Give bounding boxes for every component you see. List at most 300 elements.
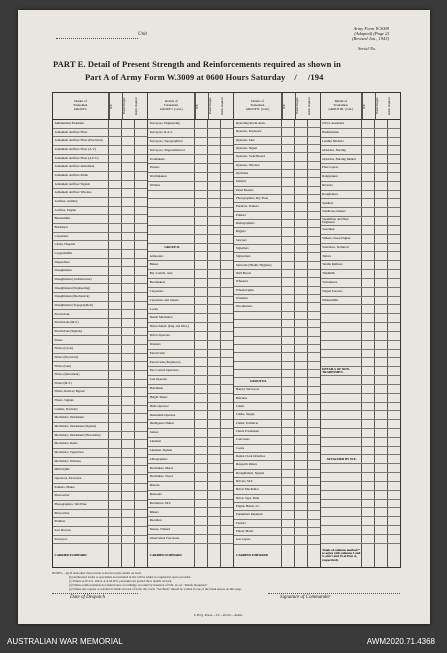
entry-cell[interactable]: [208, 526, 221, 534]
entry-cell[interactable]: [295, 128, 308, 135]
entry-cell[interactable]: [375, 420, 388, 428]
entry-cell[interactable]: [109, 354, 122, 362]
entry-cell[interactable]: [195, 217, 208, 225]
entry-cell[interactable]: [122, 284, 135, 292]
entry-cell[interactable]: [388, 270, 400, 278]
entry-cell[interactable]: [195, 535, 208, 543]
entry-cell[interactable]: [295, 470, 308, 477]
entry-cell[interactable]: [195, 252, 208, 260]
entry-cell[interactable]: [308, 378, 320, 385]
entry-cell[interactable]: [208, 314, 221, 322]
entry-cell[interactable]: [221, 535, 233, 543]
entry-cell[interactable]: [388, 526, 400, 534]
entry-cell[interactable]: [388, 191, 400, 199]
entry-cell[interactable]: [282, 486, 295, 493]
entry-cell[interactable]: [135, 414, 147, 422]
entry-cell[interactable]: [295, 353, 308, 360]
entry-cell[interactable]: [208, 120, 221, 128]
entry-cell[interactable]: [388, 482, 400, 490]
entry-cell[interactable]: [208, 182, 221, 190]
entry-cell[interactable]: [295, 220, 308, 227]
entry-cell[interactable]: [208, 146, 221, 154]
entry-cell[interactable]: [295, 145, 308, 152]
entry-cell[interactable]: [282, 378, 295, 385]
entry-cell[interactable]: [208, 403, 221, 411]
entry-cell[interactable]: [362, 394, 375, 402]
entry-cell[interactable]: [282, 220, 295, 227]
entry-cell[interactable]: [208, 191, 221, 199]
entry-cell[interactable]: [388, 367, 400, 375]
entry-cell[interactable]: [221, 279, 233, 287]
entry-cell[interactable]: [221, 261, 233, 269]
entry-cell[interactable]: [295, 395, 308, 402]
entry-cell[interactable]: [282, 203, 295, 210]
entry-cell[interactable]: [195, 332, 208, 340]
entry-cell[interactable]: [122, 449, 135, 457]
entry-cell[interactable]: [362, 517, 375, 525]
entry-cell[interactable]: [282, 312, 295, 319]
entry-cell[interactable]: [388, 438, 400, 446]
entry-cell[interactable]: [308, 428, 320, 435]
entry-cell[interactable]: [221, 191, 233, 199]
entry-cell[interactable]: [282, 445, 295, 452]
entry-cell[interactable]: [195, 191, 208, 199]
entry-cell[interactable]: [195, 526, 208, 534]
entry-cell[interactable]: [308, 295, 320, 302]
entry-cell[interactable]: [282, 370, 295, 377]
entry-cell[interactable]: [221, 226, 233, 234]
entry-cell[interactable]: [208, 279, 221, 287]
entry-cell[interactable]: [221, 464, 233, 472]
entry-cell[interactable]: [135, 484, 147, 492]
entry-cell[interactable]: [375, 182, 388, 190]
entry-cell[interactable]: [295, 212, 308, 219]
entry-cell[interactable]: [308, 328, 320, 335]
entry-cell[interactable]: [221, 164, 233, 172]
entry-cell[interactable]: [109, 137, 122, 145]
entry-cell[interactable]: [362, 447, 375, 455]
entry-cell[interactable]: [282, 503, 295, 510]
entry-cell[interactable]: [208, 235, 221, 243]
entry-cell[interactable]: [195, 491, 208, 499]
entry-cell[interactable]: [109, 510, 122, 518]
entry-cell[interactable]: [122, 544, 135, 567]
entry-cell[interactable]: [362, 341, 375, 349]
entry-cell[interactable]: [308, 128, 320, 135]
entry-cell[interactable]: [308, 461, 320, 468]
entry-cell[interactable]: [135, 129, 147, 137]
entry-cell[interactable]: [388, 341, 400, 349]
entry-cell[interactable]: [308, 387, 320, 394]
entry-cell[interactable]: [388, 297, 400, 305]
entry-cell[interactable]: [308, 420, 320, 427]
entry-cell[interactable]: [109, 432, 122, 440]
entry-cell[interactable]: [308, 486, 320, 493]
entry-cell[interactable]: [208, 535, 221, 543]
entry-cell[interactable]: [221, 411, 233, 419]
entry-cell[interactable]: [135, 215, 147, 223]
entry-cell[interactable]: [308, 436, 320, 443]
entry-cell[interactable]: [135, 302, 147, 310]
entry-cell[interactable]: [388, 199, 400, 207]
entry-cell[interactable]: [135, 181, 147, 189]
entry-cell[interactable]: [109, 241, 122, 249]
entry-cell[interactable]: [195, 129, 208, 137]
entry-cell[interactable]: [195, 473, 208, 481]
entry-cell[interactable]: [208, 288, 221, 296]
entry-cell[interactable]: [208, 394, 221, 402]
entry-cell[interactable]: [221, 305, 233, 313]
entry-cell[interactable]: [362, 482, 375, 490]
entry-cell[interactable]: [282, 511, 295, 518]
entry-cell[interactable]: [282, 212, 295, 219]
entry-cell[interactable]: [122, 129, 135, 137]
entry-cell[interactable]: [221, 341, 233, 349]
entry-cell[interactable]: [375, 341, 388, 349]
entry-cell[interactable]: [375, 323, 388, 331]
entry-cell[interactable]: [221, 350, 233, 358]
entry-cell[interactable]: [282, 478, 295, 485]
entry-cell[interactable]: [295, 545, 308, 567]
entry-cell[interactable]: [388, 244, 400, 252]
entry-cell[interactable]: [109, 458, 122, 466]
entry-cell[interactable]: [295, 153, 308, 160]
entry-cell[interactable]: [282, 520, 295, 527]
entry-cell[interactable]: [135, 380, 147, 388]
entry-cell[interactable]: [388, 464, 400, 472]
entry-cell[interactable]: [362, 455, 375, 463]
entry-cell[interactable]: [221, 473, 233, 481]
entry-cell[interactable]: [362, 217, 375, 225]
entry-cell[interactable]: [295, 445, 308, 452]
entry-cell[interactable]: [195, 155, 208, 163]
entry-cell[interactable]: [295, 362, 308, 369]
entry-cell[interactable]: [388, 350, 400, 358]
entry-cell[interactable]: [295, 495, 308, 502]
entry-cell[interactable]: [375, 261, 388, 269]
entry-cell[interactable]: [362, 199, 375, 207]
entry-cell[interactable]: [388, 235, 400, 243]
entry-cell[interactable]: [362, 385, 375, 393]
entry-cell[interactable]: [122, 137, 135, 145]
entry-cell[interactable]: [109, 388, 122, 396]
entry-cell[interactable]: [221, 358, 233, 366]
entry-cell[interactable]: [295, 253, 308, 260]
entry-cell[interactable]: [109, 198, 122, 206]
entry-cell[interactable]: [195, 411, 208, 419]
entry-cell[interactable]: [362, 305, 375, 313]
entry-cell[interactable]: [109, 172, 122, 180]
entry-cell[interactable]: [308, 545, 320, 567]
entry-cell[interactable]: [375, 500, 388, 508]
entry-cell[interactable]: [208, 138, 221, 146]
entry-cell[interactable]: [109, 207, 122, 215]
entry-cell[interactable]: [282, 536, 295, 543]
entry-cell[interactable]: [109, 155, 122, 163]
entry-cell[interactable]: [208, 358, 221, 366]
entry-cell[interactable]: [295, 187, 308, 194]
entry-cell[interactable]: [388, 173, 400, 181]
entry-cell[interactable]: [122, 466, 135, 474]
entry-cell[interactable]: [375, 350, 388, 358]
entry-cell[interactable]: [135, 233, 147, 241]
entry-cell[interactable]: [362, 129, 375, 137]
entry-cell[interactable]: [362, 164, 375, 172]
entry-cell[interactable]: [221, 208, 233, 216]
entry-cell[interactable]: [208, 420, 221, 428]
entry-cell[interactable]: [308, 253, 320, 260]
entry-cell[interactable]: [308, 120, 320, 127]
entry-cell[interactable]: [308, 153, 320, 160]
entry-cell[interactable]: [362, 429, 375, 437]
entry-cell[interactable]: [308, 203, 320, 210]
entry-cell[interactable]: [388, 517, 400, 525]
entry-cell[interactable]: [135, 536, 147, 544]
entry-cell[interactable]: [388, 305, 400, 313]
entry-cell[interactable]: [208, 164, 221, 172]
entry-cell[interactable]: [109, 233, 122, 241]
entry-cell[interactable]: [135, 510, 147, 518]
entry-cell[interactable]: [135, 371, 147, 379]
entry-cell[interactable]: [109, 129, 122, 137]
entry-cell[interactable]: [308, 320, 320, 327]
entry-cell[interactable]: [195, 420, 208, 428]
entry-cell[interactable]: [375, 332, 388, 340]
entry-cell[interactable]: [308, 345, 320, 352]
entry-cell[interactable]: [362, 526, 375, 534]
entry-cell[interactable]: [295, 503, 308, 510]
entry-cell[interactable]: [122, 432, 135, 440]
entry-cell[interactable]: [388, 252, 400, 260]
entry-cell[interactable]: [109, 484, 122, 492]
entry-cell[interactable]: [208, 261, 221, 269]
entry-cell[interactable]: [208, 455, 221, 463]
entry-cell[interactable]: [221, 288, 233, 296]
entry-cell[interactable]: [221, 244, 233, 252]
entry-cell[interactable]: [109, 527, 122, 535]
entry-cell[interactable]: [282, 287, 295, 294]
entry-cell[interactable]: [388, 403, 400, 411]
entry-cell[interactable]: [282, 195, 295, 202]
entry-cell[interactable]: [221, 367, 233, 375]
entry-cell[interactable]: [109, 449, 122, 457]
entry-cell[interactable]: [221, 455, 233, 463]
entry-cell[interactable]: [375, 508, 388, 516]
entry-cell[interactable]: [109, 259, 122, 267]
entry-cell[interactable]: [135, 501, 147, 509]
entry-cell[interactable]: [122, 406, 135, 414]
entry-cell[interactable]: [122, 319, 135, 327]
entry-cell[interactable]: [388, 323, 400, 331]
entry-cell[interactable]: [362, 235, 375, 243]
entry-cell[interactable]: [375, 455, 388, 463]
entry-cell[interactable]: [221, 544, 233, 567]
entry-cell[interactable]: [295, 287, 308, 294]
entry-cell[interactable]: [135, 475, 147, 483]
entry-cell[interactable]: [308, 178, 320, 185]
entry-cell[interactable]: [208, 297, 221, 305]
entry-cell[interactable]: [362, 226, 375, 234]
entry-cell[interactable]: [362, 120, 375, 128]
entry-cell[interactable]: [135, 328, 147, 336]
entry-cell[interactable]: [135, 492, 147, 500]
entry-cell[interactable]: [282, 470, 295, 477]
entry-cell[interactable]: [362, 420, 375, 428]
entry-cell[interactable]: [195, 517, 208, 525]
entry-cell[interactable]: [308, 187, 320, 194]
entry-cell[interactable]: [308, 337, 320, 344]
entry-cell[interactable]: [122, 259, 135, 267]
entry-cell[interactable]: [375, 473, 388, 481]
entry-cell[interactable]: [295, 403, 308, 410]
entry-cell[interactable]: [122, 181, 135, 189]
entry-cell[interactable]: [122, 215, 135, 223]
entry-cell[interactable]: [195, 544, 208, 567]
entry-cell[interactable]: [109, 189, 122, 197]
entry-cell[interactable]: [221, 146, 233, 154]
entry-cell[interactable]: [221, 217, 233, 225]
entry-cell[interactable]: [195, 146, 208, 154]
entry-cell[interactable]: [221, 129, 233, 137]
entry-cell[interactable]: [122, 484, 135, 492]
entry-cell[interactable]: [388, 429, 400, 437]
entry-cell[interactable]: [375, 438, 388, 446]
entry-cell[interactable]: [308, 453, 320, 460]
entry-cell[interactable]: [362, 473, 375, 481]
entry-cell[interactable]: [375, 288, 388, 296]
entry-cell[interactable]: [308, 162, 320, 169]
entry-cell[interactable]: [195, 235, 208, 243]
entry-cell[interactable]: [282, 170, 295, 177]
entry-cell[interactable]: [109, 501, 122, 509]
entry-cell[interactable]: [308, 287, 320, 294]
entry-cell[interactable]: [375, 394, 388, 402]
entry-cell[interactable]: [295, 411, 308, 418]
entry-cell[interactable]: [135, 518, 147, 526]
entry-cell[interactable]: [362, 508, 375, 516]
entry-cell[interactable]: [282, 436, 295, 443]
entry-cell[interactable]: [308, 528, 320, 535]
entry-cell[interactable]: [221, 323, 233, 331]
entry-cell[interactable]: [109, 397, 122, 405]
entry-cell[interactable]: [122, 536, 135, 544]
entry-cell[interactable]: [375, 217, 388, 225]
entry-cell[interactable]: [221, 297, 233, 305]
entry-cell[interactable]: [109, 380, 122, 388]
entry-cell[interactable]: [122, 189, 135, 197]
entry-cell[interactable]: [122, 527, 135, 535]
entry-cell[interactable]: [109, 319, 122, 327]
entry-cell[interactable]: [308, 470, 320, 477]
entry-cell[interactable]: [221, 438, 233, 446]
entry-cell[interactable]: [388, 182, 400, 190]
entry-cell[interactable]: [308, 262, 320, 269]
entry-cell[interactable]: [295, 337, 308, 344]
entry-cell[interactable]: [221, 517, 233, 525]
entry-cell[interactable]: [295, 536, 308, 543]
entry-cell[interactable]: [282, 495, 295, 502]
entry-cell[interactable]: [109, 492, 122, 500]
entry-cell[interactable]: [195, 350, 208, 358]
entry-cell[interactable]: [295, 453, 308, 460]
entry-cell[interactable]: [195, 297, 208, 305]
entry-cell[interactable]: [195, 358, 208, 366]
entry-cell[interactable]: [388, 279, 400, 287]
entry-cell[interactable]: [221, 235, 233, 243]
entry-cell[interactable]: [362, 350, 375, 358]
entry-cell[interactable]: [295, 345, 308, 352]
entry-cell[interactable]: [282, 120, 295, 127]
entry-cell[interactable]: [208, 155, 221, 163]
entry-cell[interactable]: [388, 288, 400, 296]
entry-cell[interactable]: [208, 332, 221, 340]
entry-cell[interactable]: [221, 394, 233, 402]
entry-cell[interactable]: [388, 411, 400, 419]
entry-cell[interactable]: [135, 397, 147, 405]
entry-cell[interactable]: [195, 323, 208, 331]
entry-cell[interactable]: [135, 423, 147, 431]
entry-cell[interactable]: [122, 310, 135, 318]
entry-cell[interactable]: [308, 478, 320, 485]
entry-cell[interactable]: [221, 332, 233, 340]
entry-cell[interactable]: [109, 215, 122, 223]
entry-cell[interactable]: [375, 235, 388, 243]
entry-cell[interactable]: [388, 491, 400, 499]
entry-cell[interactable]: [195, 500, 208, 508]
entry-cell[interactable]: [308, 195, 320, 202]
entry-cell[interactable]: [295, 295, 308, 302]
entry-cell[interactable]: [195, 173, 208, 181]
entry-cell[interactable]: [195, 341, 208, 349]
entry-cell[interactable]: [109, 475, 122, 483]
entry-cell[interactable]: [308, 228, 320, 235]
entry-cell[interactable]: [375, 376, 388, 384]
entry-cell[interactable]: [295, 170, 308, 177]
entry-cell[interactable]: [308, 495, 320, 502]
entry-cell[interactable]: [388, 217, 400, 225]
entry-cell[interactable]: [122, 207, 135, 215]
entry-cell[interactable]: [388, 376, 400, 384]
entry-cell[interactable]: [362, 332, 375, 340]
entry-cell[interactable]: [308, 520, 320, 527]
entry-cell[interactable]: [208, 447, 221, 455]
entry-cell[interactable]: [295, 245, 308, 252]
entry-cell[interactable]: [362, 544, 375, 567]
entry-cell[interactable]: [375, 464, 388, 472]
entry-cell[interactable]: [295, 303, 308, 310]
entry-cell[interactable]: [282, 411, 295, 418]
entry-cell[interactable]: [109, 371, 122, 379]
entry-cell[interactable]: [122, 233, 135, 241]
entry-cell[interactable]: [208, 199, 221, 207]
entry-cell[interactable]: [375, 146, 388, 154]
entry-cell[interactable]: [122, 371, 135, 379]
entry-cell[interactable]: [362, 155, 375, 163]
entry-cell[interactable]: [195, 447, 208, 455]
entry-cell[interactable]: [122, 423, 135, 431]
entry-cell[interactable]: [308, 362, 320, 369]
entry-cell[interactable]: [362, 297, 375, 305]
entry-cell[interactable]: [388, 544, 400, 567]
entry-cell[interactable]: [109, 423, 122, 431]
entry-cell[interactable]: [122, 155, 135, 163]
entry-cell[interactable]: [135, 354, 147, 362]
entry-cell[interactable]: [109, 224, 122, 232]
entry-cell[interactable]: [122, 458, 135, 466]
entry-cell[interactable]: [388, 535, 400, 543]
entry-cell[interactable]: [295, 370, 308, 377]
entry-cell[interactable]: [308, 145, 320, 152]
